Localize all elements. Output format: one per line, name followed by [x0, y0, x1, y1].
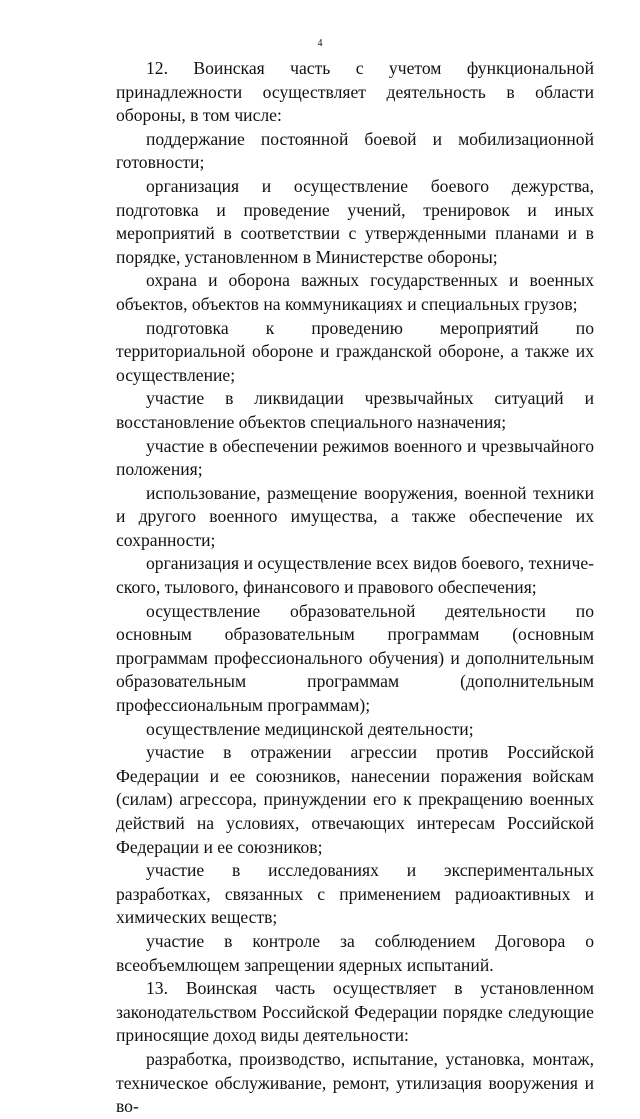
list-item-combat-duty: организация и осуществление боевого дежурства, подготовка и проведение учений, тренировок и иных мероприятий в соответствии с утвержденными планами и в порядке, установленном в Министерстве обороны;: [116, 175, 594, 267]
list-item-support: организация и осуществление всех видов боевого, технического, тылового, финансового и правового обеспечения;: [116, 553, 594, 598]
list-item-protection: охрана и оборона важных государственных и военных объектов, объектов на коммуникациях и специальных грузов;: [116, 270, 594, 314]
page-number: 4: [317, 38, 323, 49]
list-item-treaty-control: участие в контроле за соблюдением Договора о всеобъемлющем запрещении ядерных испытаний.: [116, 930, 594, 975]
list-item-emergency-response: участие в ликвидации чрезвычайных ситуаций и восстановление объектов специального назначения;: [116, 388, 594, 432]
list-item-medical: осуществление медицинской деятельности;: [146, 718, 474, 739]
list-item-aggression-repel: участие в отражении агрессии против Российской Федерации и ее союзников, нанесении поражения войскам (силам) агрессора, принуждении его к прекращению военных действий на условиях, отвечающих интересам Российской Федерации и ее союзников;: [116, 742, 594, 857]
list-item-territorial-defense: подготовка к проведению мероприятий по территориальной обороне и гражданской обороне, а также их осуществление;: [116, 317, 594, 385]
list-item-readiness: поддержание постоянной боевой и мобилизационной готовности;: [116, 128, 594, 173]
list-item-research: участие в исследованиях и экспериментальных разработках, связанных с применением радиоактивных и химических веществ;: [116, 860, 594, 928]
list-item-martial-law: участие в обеспечении режимов военного и чрезвычайного положения;: [116, 435, 594, 480]
list-item-education: осуществление образовательной деятельности по основным образовательным программам (основным программам профессионального обучения) и дополнительным образовательным программам (дополнительным профессиональным программам);: [116, 600, 594, 716]
list-item-development: разработка, производство, испытание, установка, монтаж, техническое обслуживание, ремонт, утилизация вооружения и во-: [116, 1048, 594, 1117]
list-item-armament-use: использование, размещение вооружения, военной техники и другого военного имущества, а также обеспечение их сохранности;: [116, 482, 594, 550]
paragraph-12-intro: 12. Воинская часть с учетом функциональной принадлежности осуществляет деятельность в области обороны, в том числе:: [116, 58, 594, 126]
document-body: [116, 57, 594, 1119]
paragraph-13-intro: 13. Воинская часть осуществляет в установленном законодательством Российской Федерации порядке следующие приносящие доход виды деятельности:: [116, 978, 594, 1046]
